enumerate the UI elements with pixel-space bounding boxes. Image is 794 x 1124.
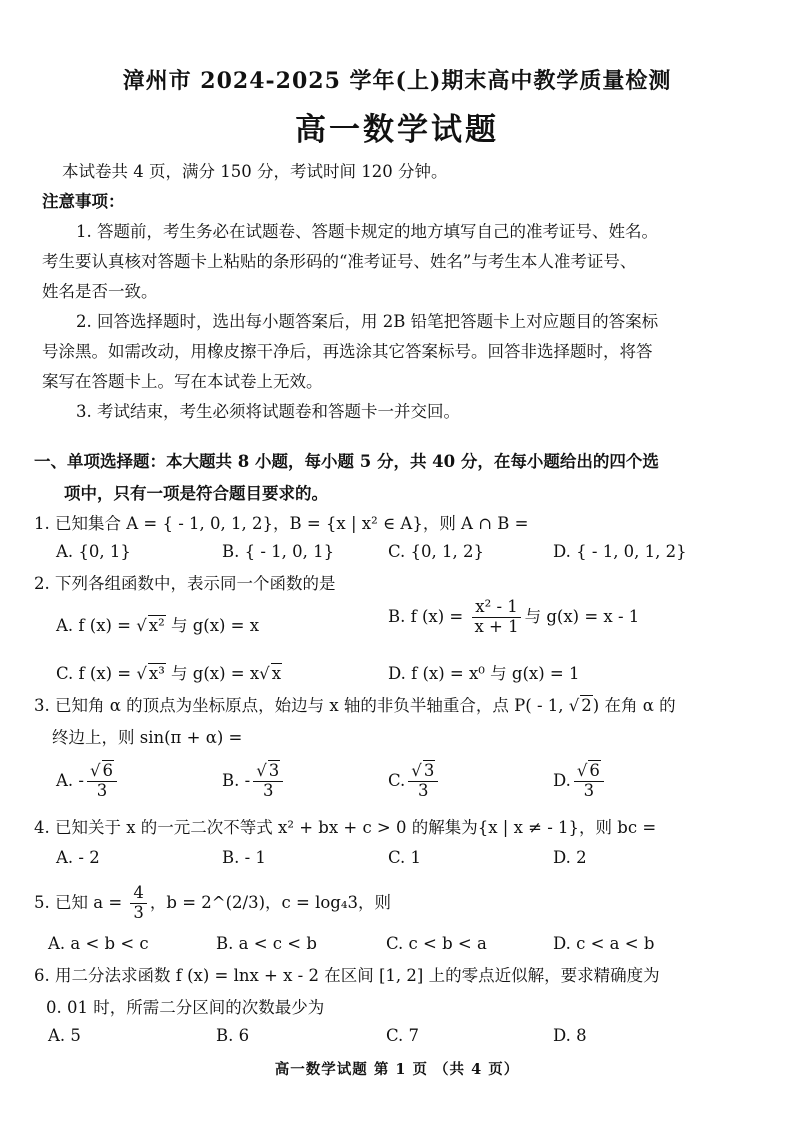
q3c-denominator: 3 <box>418 780 429 800</box>
notice-3: 3. 考试结束，考生必须将试题卷和答题卡一并交回。 <box>76 402 460 421</box>
q3d-label: D. <box>553 770 571 790</box>
q3-stem-pre: 3. 已知角 α 的顶点为坐标原点，始边与 x 轴的非负半轴重合，点 P( - 1, <box>34 696 569 715</box>
q2a-suffix: 与 g(x) = x <box>165 616 260 635</box>
sqrt-sign: √ <box>136 664 147 683</box>
question-6-option-b: B. 6 <box>216 1026 250 1045</box>
q3c-numerator <box>408 762 438 782</box>
sqrt-sign: √ <box>411 761 422 780</box>
q2c-prefix: C. f (x) = <box>56 664 137 683</box>
question-5-stem <box>34 884 391 923</box>
q3d-numerator <box>574 762 604 782</box>
question-1-option-c: C. {0, 1, 2} <box>388 542 484 561</box>
question-6-option-a: A. 5 <box>48 1026 81 1045</box>
question-3-option-a <box>56 762 120 801</box>
q3d-denominator: 3 <box>583 780 595 800</box>
exam-title: 高一数学试题 <box>295 112 499 148</box>
question-3-stem-line-2: 终边上，则 sin(π + α) = <box>52 728 243 747</box>
question-6-option-d: D. 8 <box>553 1026 587 1045</box>
exam-info: 本试卷共 4 页，满分 150 分，考试时间 120 分钟。 <box>62 162 448 181</box>
q3c-label: C. <box>388 770 406 790</box>
q3a-fraction <box>87 762 117 801</box>
q3a-denominator: 3 <box>96 780 108 800</box>
question-3-option-c <box>388 762 441 801</box>
question-4-option-c: C. 1 <box>388 848 422 867</box>
exam-header: 漳州市 2024-2025 学年(上)期末高中教学质量检测 <box>122 68 672 94</box>
question-6-stem-line-2: 0. 01 时，所需二分区间的次数最少为 <box>46 998 325 1017</box>
q2b-fraction <box>471 598 521 637</box>
q2c-radicand: x³ <box>148 664 165 683</box>
sqrt-sign: √ <box>256 761 267 780</box>
question-2-option-d: D. f (x) = x⁰ 与 g(x) = 1 <box>388 664 580 683</box>
q3a-label: A. - <box>56 770 84 790</box>
question-5-option-d: D. c < a < b <box>553 934 655 953</box>
q3b-numerator <box>253 762 283 782</box>
question-1-stem: 1. 已知集合 A = { - 1, 0, 1, 2}，B = {x | x² ∈ A}，则 A ∩ B = <box>34 514 529 533</box>
question-2-stem: 2. 下列各组函数中，表示同一个函数的是 <box>34 574 336 593</box>
q5-stem-post: ，b = 2^(2/3)，c = log₄3，则 <box>149 892 391 912</box>
q3a-radicand: 6 <box>102 761 113 780</box>
question-1-option-b: B. { - 1, 0, 1} <box>222 542 335 561</box>
sqrt-sign: √ <box>259 664 270 683</box>
notice-1-line-2: 考生要认真核对答题卡上粘贴的条形码的“准考证号、姓名”与考生本人准考证号、 <box>42 252 637 271</box>
question-4-option-a: A. - 2 <box>56 848 100 867</box>
question-2-option-c <box>56 660 282 684</box>
notice-1-line-1: 1. 答题前，考生务必在试题卷、答题卡规定的地方填写自己的准考证号、姓名。 <box>76 222 658 241</box>
q3-stem-radicand: 2 <box>581 696 592 715</box>
q3d-fraction <box>574 762 604 801</box>
question-3-option-d <box>553 762 607 801</box>
section-1-heading-line-2: 项中，只有一项是符合题目要求的。 <box>64 484 328 503</box>
q2c-middle: 与 g(x) = x <box>165 664 260 683</box>
question-5-option-a: A. a < b < c <box>48 934 149 953</box>
q2b-prefix: B. f (x) = <box>388 606 469 626</box>
q5-denominator: 3 <box>133 902 144 922</box>
question-5-option-b: B. a < c < b <box>216 934 317 953</box>
question-4-option-b: B. - 1 <box>222 848 266 867</box>
q3b-denominator: 3 <box>262 780 274 800</box>
sqrt-sign: √ <box>576 761 588 780</box>
question-3-stem-line-1 <box>34 690 676 722</box>
question-2-option-a <box>56 612 259 636</box>
question-4-stem: 4. 已知关于 x 的一元二次不等式 x² + bx + c > 0 的解集为{x | x ≠ - 1}，则 bc = <box>34 818 657 837</box>
notice-heading: 注意事项： <box>42 192 125 211</box>
question-6-stem-line-1: 6. 用二分法求函数 f (x) = lnx + x - 2 在区间 [1, 2] 上的零点近似解，要求精确度为 <box>34 966 660 985</box>
q3c-radicand: 3 <box>423 761 435 780</box>
q2b-numerator: x² - 1 <box>472 598 520 618</box>
sqrt-sign: √ <box>136 616 147 635</box>
notice-2-line-2: 号涂黑。如需改动，用橡皮擦干净后，再选涂其它答案标号。回答非选择题时，将答 <box>42 342 653 361</box>
notice-2-line-1: 2. 回答选择题时，选出每小题答案后，用 2B 铅笔把答题卡上对应题目的答案标 <box>76 312 659 331</box>
section-1-heading-line-1: 一、单项选择题：本大题共 8 小题，每小题 5 分，共 40 分，在每小题给出的四个选 <box>34 452 659 471</box>
q3b-radicand: 3 <box>268 761 280 780</box>
sqrt-sign: √ <box>89 761 101 780</box>
q2a-radicand: x² <box>148 616 165 635</box>
q2a-prefix: A. f (x) = <box>56 616 137 635</box>
sqrt-sign: √ <box>568 696 580 715</box>
question-4-option-d: D. 2 <box>553 848 587 867</box>
question-5-option-c: C. c < b < a <box>386 934 487 953</box>
q3b-fraction <box>253 762 283 801</box>
question-1-option-a: A. {0, 1} <box>56 542 131 561</box>
q5-fraction <box>130 884 147 923</box>
q5-stem-pre: 5. 已知 a = <box>34 892 128 912</box>
q2b-suffix: 与 g(x) = x - 1 <box>524 606 640 626</box>
question-1-option-d: D. { - 1, 0, 1, 2} <box>553 542 687 561</box>
q3d-radicand: 6 <box>589 761 600 780</box>
notice-2-line-3: 案写在答题卡上。写在本试卷上无效。 <box>42 372 323 391</box>
question-2-option-b <box>388 598 639 637</box>
q2b-denominator: x + 1 <box>474 616 519 636</box>
q5-numerator: 4 <box>130 884 147 904</box>
notice-1-line-3: 姓名是否一致。 <box>42 282 158 301</box>
q2c-radicand-2: x <box>271 664 281 683</box>
q3a-numerator <box>87 762 117 782</box>
q3c-fraction <box>408 762 438 801</box>
question-6-option-c: C. 7 <box>386 1026 420 1045</box>
page-footer: 高一数学试题 第 1 页 （共 4 页） <box>274 1061 520 1078</box>
q3b-label: B. - <box>222 770 251 790</box>
q3-stem-post: ) 在角 α 的 <box>592 696 676 715</box>
question-3-option-b <box>222 762 286 801</box>
